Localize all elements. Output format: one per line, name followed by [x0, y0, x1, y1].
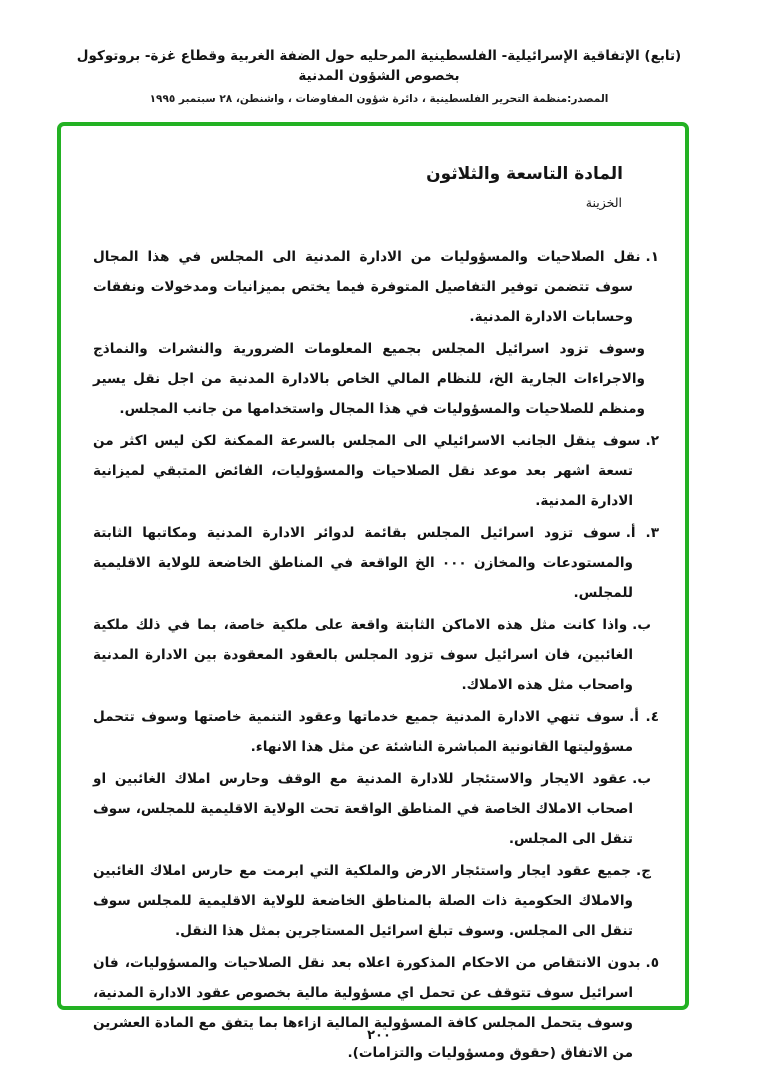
- article-title: المادة التاسعة والثلاثون: [426, 164, 623, 184]
- paragraph-item-1-continuation: [93, 334, 645, 424]
- paragraph-item-1: [93, 242, 659, 332]
- paragraph-4c-text: جميع عقود ايجار واستئجار الارض والملكية التي ابرمت مع حارس املاك الغائبين والاملاك الحكومية ذات الصلة بالمناطق الخاضعة للولاية الاقليمية للمجلس سوف تنقل الى المجلس. وسوف تبلغ اسرائيل المستاجرين بمثل هذا النقل.: [93, 863, 633, 939]
- article-body: [61, 242, 685, 1068]
- paragraph-4c-letter: ج.: [636, 863, 651, 879]
- document-header: [0, 46, 758, 105]
- paragraph-4a-number: ٤. أ.: [629, 709, 659, 725]
- paragraph-1-number: ١.: [645, 249, 659, 265]
- paragraph-5-text: بدون الانتقاص من الاحكام المذكورة اعلاه بعد نقل الصلاحيات والمسؤوليات، فان اسرائيل سوف تتوقف عن تحمل اي مسؤولية مالية بخصوص عقود الادارة المدنية، وسوف يتحمل المجلس كافة المسؤولية المالية ازاءها بما يتفق مع المادة العشرين من الاتفاق (حقوق ومسؤوليات والتزامات).: [93, 955, 641, 1061]
- paragraph-4b-letter: ب.: [632, 771, 651, 787]
- paragraph-3b-letter: ب.: [632, 617, 651, 633]
- paragraph-4b-text: عقود الايجار والاستئجار للادارة المدنية مع الوقف وحارس املاك الغائبين او اصحاب الاملاك الخاصة في المناطق الواقعة تحت الولاية الاقليمية للمجلس، سوف تنقل الى المجلس.: [93, 771, 633, 847]
- header-source-line: المصدر:منظمة التحرير الفلسطينية ، دائرة شؤون المفاوضات ، واشنطن، ٢٨ سبتمبر ١٩٩٥: [149, 93, 609, 105]
- paragraph-1-continuation-text: وسوف تزود اسرائيل المجلس بجميع المعلومات الضرورية والنشرات والنماذج والاجراءات الجارية الخ، للنظام المالي الخاص بالادارة المدنية من اجل نقل يسير ومنظم للصلاحيات والمسؤوليات في هذا المجال واستخدامها من جانب المجلس.: [93, 341, 645, 417]
- paragraph-3a-number: ٣. أ.: [625, 525, 659, 541]
- paragraph-5-number: ٥.: [645, 955, 659, 971]
- paragraph-3b-text: واذا كانت مثل هذه الاماكن الثابتة واقعة على ملكية خاصة، بما في ذلك ملكية الغائبين، فان اسرائيل سوف تزود المجلس بالعقود المعقودة بين الادارة المدنية واصحاب مثل هذه الاملاك.: [93, 617, 633, 693]
- paragraph-item-2: [93, 426, 659, 516]
- paragraph-2-number: ٢.: [645, 433, 659, 449]
- header-title: (تابع) الإتفاقية الإسرائيلية- الفلسطينية المرحليه حول الضفة الغربية وقطاع غزة- بروتوكول بخصوص الشؤون المدنية: [76, 48, 682, 84]
- paragraph-item-3b: [93, 610, 651, 700]
- paragraph-item-4a: [93, 702, 659, 762]
- paragraph-1-text: نقل الصلاحيات والمسؤوليات من الادارة المدنية الى المجلس في هذا المجال سوف تتضمن توفير التفاصيل المتوفرة فيما يختص بميزانيات ومدخولات ونفقات وحسابات الادارة المدنية.: [93, 249, 641, 325]
- article-subtitle: الخزينة: [585, 195, 622, 210]
- paragraph-item-3a: [93, 518, 659, 608]
- page-number: ٢٠٠: [367, 1028, 391, 1043]
- paragraph-item-4c: [93, 856, 651, 946]
- paragraph-3a-text: سوف تزود اسرائيل المجلس بقائمة لدوائر الادارة المدنية ومكاتبها الثابتة والمستودعات والمخازن ٠٠٠ الخ الواقعة في المناطق الخاضعة للولاية الاقليمية للمجلس.: [93, 525, 633, 601]
- paragraph-2-text: سوف ينقل الجانب الاسرائيلي الى المجلس بالسرعة الممكنة لكن ليس اكثر من تسعة اشهر بعد موعد نقل الصلاحيات والمسؤوليات، الفائض المتبقي لميزانية الادارة المدنية.: [93, 433, 641, 509]
- paragraph-item-5: [93, 948, 659, 1068]
- paragraph-4a-text: سوف تنهي الادارة المدنية جميع خدماتها وعقود التنمية خاصتها وسوف تتحمل مسؤوليتها القانونية المباشرة الناشئة عن مثل هذا الانهاء.: [93, 709, 633, 755]
- paragraph-item-4b: [93, 764, 651, 854]
